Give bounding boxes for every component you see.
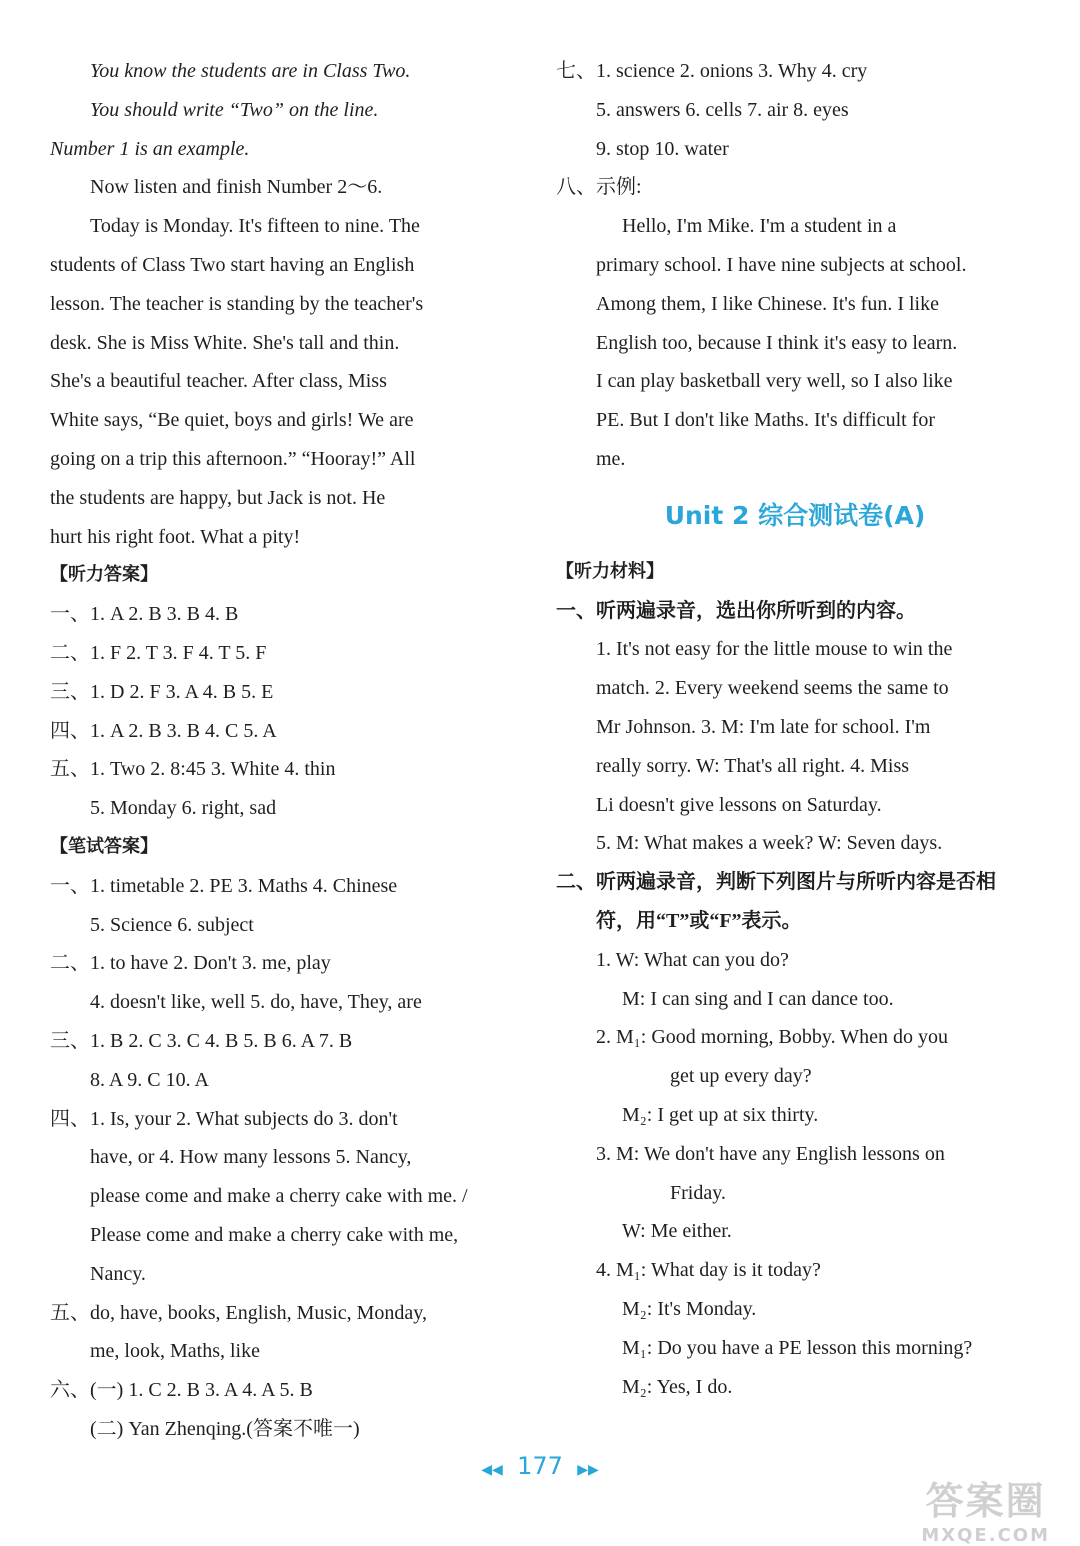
watermark-url: MXQE.COM (921, 1525, 1050, 1546)
text-line: 5. Monday 6. right, sad (90, 797, 277, 820)
text-line: Li doesn't give lessons on Saturday. (596, 793, 882, 816)
text-line: 【听力答案】 (50, 564, 158, 586)
text-line: Please come and make a cherry cake with me, (90, 1223, 459, 1246)
text-line: please come and make a cherry cake with me. / (90, 1185, 468, 1208)
text-line: English too, because I think it's easy to learn. (596, 331, 958, 354)
right-column (556, 52, 1034, 1406)
text-line: the students are happy, but Jack is not. He (50, 486, 386, 509)
text-line: 1. W: What can you do? (596, 948, 789, 971)
text-line: going on a trip this afternoon.” “Hooray!” All (50, 447, 416, 470)
text-line: 2. M₁: Good morning, Bobby. When do you (596, 1026, 948, 1049)
text-line: 一、听两遍录音，选出你所听到的内容。 (556, 599, 916, 622)
text-line: Mr Johnson. 3. M: I'm late for school. I'm (596, 715, 931, 738)
right-column-bottom (556, 553, 1034, 1407)
text-line: students of Class Two start having an English (50, 253, 415, 276)
text-line: 【听力材料】 (556, 560, 664, 582)
text-line: I can play basketball very well, so I also like (596, 370, 953, 393)
text-line: 二、1. F 2. T 3. F 4. T 5. F (50, 641, 267, 664)
text-line: me. (596, 447, 626, 470)
text-line: 三、1. B 2. C 3. C 4. B 5. B 6. A 7. B (50, 1029, 353, 1052)
text-line: M₂: Yes, I do. (622, 1375, 733, 1398)
text-line: Now listen and finish Number 2～6. (90, 176, 383, 199)
text-line: 八、示例: (556, 176, 642, 199)
text-line: 四、1. A 2. B 3. B 4. C 5. A (50, 719, 277, 742)
text-line: Among them, I like Chinese. It's fun. I like (596, 292, 939, 315)
text-line: match. 2. Every weekend seems the same to (596, 677, 949, 700)
text-line: White says, “Be quiet, boys and girls! We are (50, 409, 414, 432)
text-line: 六、(一) 1. C 2. B 3. A 4. A 5. B (50, 1379, 313, 1402)
text-line: 一、1. A 2. B 3. B 4. B (50, 603, 239, 626)
text-line: M₁: Do you have a PE lesson this morning? (622, 1336, 973, 1359)
text-line: 1. It's not easy for the little mouse to win the (596, 638, 953, 661)
text-line: 3. M: We don't have any English lessons on (596, 1142, 945, 1165)
page-number: 177 (517, 1452, 563, 1480)
text-line: hurt his right foot. What a pity! (50, 525, 301, 548)
text-line: 4. M₁: What day is it today? (596, 1259, 821, 1282)
text-line: 9. stop 10. water (596, 137, 729, 160)
next-arrows-icon: ▶▶ (577, 1462, 599, 1478)
left-column (50, 52, 528, 1449)
text-line: 5. Science 6. subject (90, 913, 254, 936)
text-line: 五、do, have, books, English, Music, Monday, (50, 1301, 428, 1324)
text-line: Nancy. (90, 1262, 146, 1285)
text-line: Hello, I'm Mike. I'm a student in a (622, 215, 897, 238)
section-title: Unit 2 综合测试卷(A) (664, 500, 926, 530)
text-line: 8. A 9. C 10. A (90, 1068, 209, 1091)
text-line: 4. doesn't like, well 5. do, have, They, are (90, 991, 422, 1014)
text-line: 5. answers 6. cells 7. air 8. eyes (596, 98, 849, 121)
right-column-top (556, 52, 1034, 479)
text-line: have, or 4. How many lessons 5. Nancy, (90, 1146, 412, 1169)
text-line: 一、1. timetable 2. PE 3. Maths 4. Chinese (50, 874, 398, 897)
text-line: 七、1. science 2. onions 3. Why 4. cry (556, 60, 868, 82)
text-line: M₂: I get up at six thirty. (622, 1103, 819, 1126)
text-line: 四、1. Is, your 2. What subjects do 3. don't (50, 1107, 398, 1130)
watermark-title: 答案圈 (925, 1479, 1046, 1523)
text-line: M: I can sing and I can dance too. (622, 987, 894, 1010)
text-line: PE. But I don't like Maths. It's difficult for (596, 409, 936, 432)
text-line: primary school. I have nine subjects at school. (596, 253, 967, 276)
prev-arrows-icon: ◀◀ (481, 1462, 503, 1478)
text-line: 符，用“T”或“F”表示。 (596, 909, 802, 932)
text-line: W: Me either. (622, 1220, 732, 1243)
text-line: me, look, Maths, like (90, 1340, 260, 1363)
watermark (921, 1470, 1050, 1546)
text-line: really sorry. W: That's all right. 4. Miss (596, 754, 910, 777)
text-line: M₂: It's Monday. (622, 1297, 757, 1320)
text-line: Friday. (670, 1181, 726, 1204)
text-line: You should write “Two” on the line. (90, 98, 379, 121)
text-line: 【笔试答案】 (50, 835, 158, 857)
text-line: 三、1. D 2. F 3. A 4. B 5. E (50, 680, 274, 703)
text-line: 五、1. Two 2. 8:45 3. White 4. thin (50, 758, 336, 781)
text-line: (二) Yan Zhenqing.(答案不唯一) (90, 1417, 360, 1440)
text-line: Today is Monday. It's fifteen to nine. The (90, 215, 420, 238)
text-line: She's a beautiful teacher. After class, Miss (50, 370, 387, 393)
text-line: get up every day? (670, 1065, 812, 1088)
text-line: You know the students are in Class Two. (90, 60, 411, 82)
text-line: Number 1 is an example. (50, 137, 250, 160)
text-line: 二、1. to have 2. Don't 3. me, play (50, 952, 331, 975)
text-line: 5. M: What makes a week? W: Seven days. (596, 832, 943, 855)
text-line: lesson. The teacher is standing by the teacher's (50, 292, 424, 315)
page-footer (0, 1452, 1080, 1480)
text-line: 二、听两遍录音，判断下列图片与所听内容是否相 (556, 871, 996, 894)
text-line: desk. She is Miss White. She's tall and thin. (50, 331, 400, 354)
